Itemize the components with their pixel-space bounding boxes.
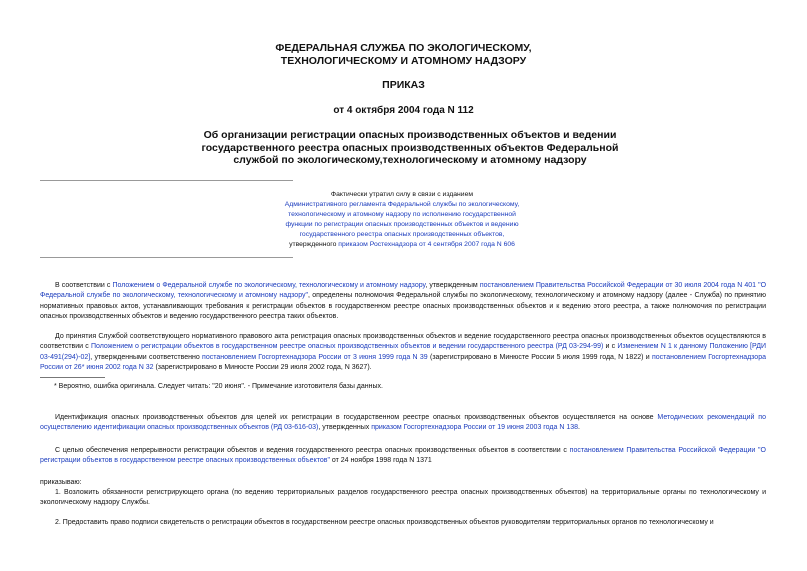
paragraph-3	[40, 413, 766, 434]
status-note-link-1[interactable]: Административного регламента Федеральной службы по экологическому,	[284, 201, 520, 208]
title-line-2: государственного реестра опасных производственных объектов Федеральной	[201, 141, 619, 154]
amendment-link[interactable]: Изменением N 1 к данному Положению [РДИ 03-491(294)-02]	[40, 343, 766, 361]
divider-top	[40, 180, 293, 181]
paragraph-2	[40, 332, 766, 374]
order-138-link[interactable]: приказом Госгортехнадзора России от 19 июня 2003 года N 138	[371, 424, 579, 432]
decree-401-link[interactable]: постановлением Правительства Российской Федерации от 30 июля 2004 года N 401 "О Федеральной службе по экологическому, технологическому и атомному надзору"	[40, 282, 767, 300]
text: и с	[603, 343, 618, 351]
status-note-line-1: Фактически утратил силу в связи с изданием	[330, 191, 474, 198]
footnote: * Вероятно, ошибка оригинала. Следует читать: "20 июня". - Примечание изготовителя базы данных.	[54, 383, 383, 390]
title-line-3: службой по экологическому,технологическому и атомному надзору	[233, 154, 587, 166]
regulation-link[interactable]: Положением о Федеральной службе по экологическому, технологическому и атомному надзору	[112, 282, 426, 289]
rd-616-link[interactable]: Методических рекомендаций по осуществлению идентификации опасных производственных объектов (РД 03-616-03)	[40, 414, 766, 432]
text: До принятия Службой соответствующего нормативного правового акта регистрация опасных производственных объектов и ведение государственного реестра опасных производственных объектов осуществляются в соответствии с	[40, 333, 766, 351]
title-line-1: Об организации регистрации опасных производственных объектов и ведении	[203, 129, 617, 141]
text: В соответствии с	[55, 282, 113, 289]
text: (зарегистрировано в Минюсте России 29 июля 2002 года, N 3627).	[153, 364, 372, 372]
text: .	[578, 424, 580, 432]
paragraph-4	[40, 446, 766, 467]
text: Идентификация опасных производственных объектов для целей их регистрации в государственном реестре опасных производственных объектов осуществляется на основе	[55, 414, 658, 421]
decree-39-link[interactable]: постановлением Госгортехнадзора России от 3 июня 1999 года N 39	[202, 353, 428, 361]
status-note-link-3[interactable]: функции по регистрации опасных производственных объектов и ведению	[285, 221, 519, 228]
order-606-link[interactable]: приказом Ростехнадзора от 4 сентября 2007 года N 606	[338, 241, 515, 248]
text: , определены полномочия Федеральной службы по экологическому, технологическому и атомному надзору (далее - Служба) по принятию нормативных правовых актов, устанавливающих требования к регистрации объектов в государственном реестре опасных производственных объектов и к ведению этого реестра, а также полномочия по регистрации опасных производственных объектов и ведению государственного реестра таких объектов.	[40, 292, 766, 321]
rd-294-link[interactable]: Положением о регистрации объектов в государственном реестре опасных производственных объектов и ведении государственного реестра (РД 03-294-99)	[91, 343, 604, 351]
paragraph-1	[40, 281, 766, 323]
decree-32-link[interactable]: постановлением Госгортехнадзора России от 26* июня 2002 года N 32	[40, 353, 766, 372]
agency-name	[0, 42, 807, 68]
text: (зарегистрировано в Минюсте России 5 июля 1999 года, N 1822) и	[427, 353, 652, 361]
text: , утвержденным	[425, 282, 480, 289]
status-note-text: утвержденного	[289, 241, 339, 248]
order-item-2: 2. Предоставить право подписи свидетельств о регистрации объектов в государственном реестре опасных производственных объектов руководителям территориальных органов по технологическому и	[55, 519, 714, 526]
text: , утвержденных	[318, 424, 372, 432]
footnote-divider	[40, 377, 105, 378]
doc-date-number: от 4 октября 2004 года N 112	[333, 105, 474, 116]
status-note-line-6	[276, 240, 528, 250]
order-item-1: 1. Возложить обязанности регистрирующего органа (по ведению территориальных разделов государственного реестра опасных производственных объектов) на территориальные органы по технологическому и экологическому надзору Службы.	[40, 489, 766, 507]
divider-bottom	[40, 257, 293, 258]
agency-line-1: ФЕДЕРАЛЬНАЯ СЛУЖБА ПО ЭКОЛОГИЧЕСКОМУ,	[275, 42, 532, 54]
status-note-link-2[interactable]: технологическому и атомному надзору по исполнению государственной	[288, 211, 516, 218]
order-word: приказываю:	[40, 479, 82, 486]
agency-line-2: ТЕХНОЛОГИЧЕСКОМУ И АТОМНОМУ НАДЗОРУ	[280, 55, 527, 67]
status-note-link-4[interactable]: государственного реестра опасных производственных объектов,	[299, 231, 505, 238]
text: , утвержденными соответственно	[90, 353, 203, 361]
doc-title	[180, 129, 640, 167]
text: С целью обеспечения непрерывности регистрации объектов и ведения государственного реестра опасных производственных объектов в соответствии с	[55, 447, 570, 454]
decree-1371-link[interactable]: постановлением Правительства Российской Федерации "О регистрации объектов в государственном реестре опасных производственных объектов"	[40, 447, 766, 465]
doc-type: ПРИКАЗ	[382, 79, 425, 91]
text: от 24 ноября 1998 года N 1371	[329, 457, 432, 465]
status-note	[276, 190, 528, 250]
